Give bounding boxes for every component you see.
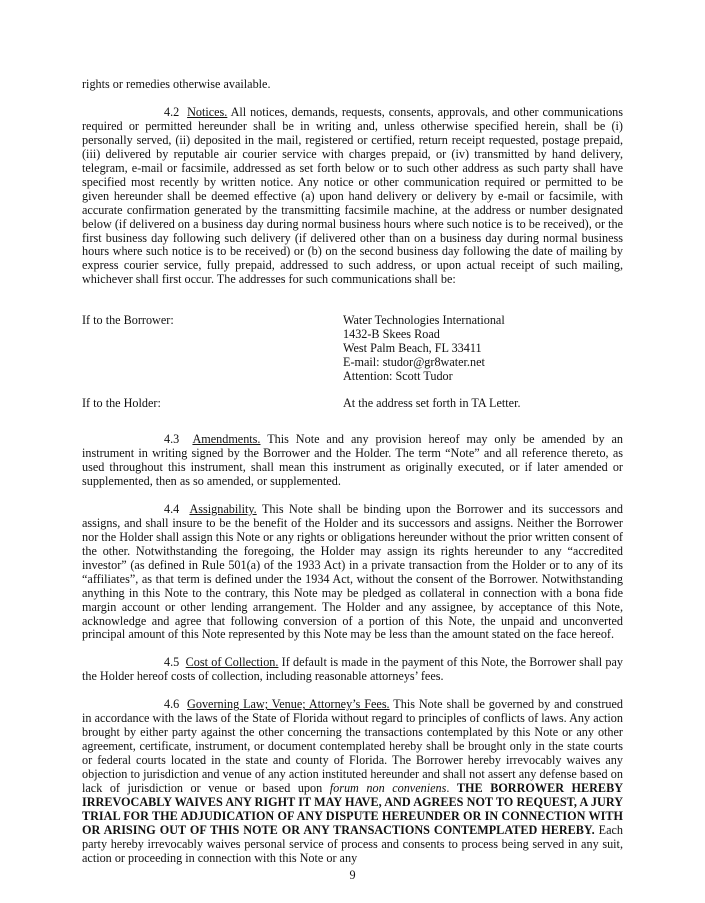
holder-row (82, 397, 623, 411)
section-number: 4.2 (164, 104, 180, 119)
section-number: 4.3 (164, 432, 180, 447)
section-body: This Note and any provision hereof may only be amended by an instrument in writing signed by the Borrower and the Holder. The term “Note” and all reference thereto, as used throughout this instrument, shall mean this instrument as originally executed, or if later amended or supplemented, then as so amended, or supplemented. (82, 432, 624, 488)
section-4-3-amendments (82, 433, 623, 489)
section-4-5-cost-of-collection (82, 656, 623, 684)
section-number: 4.4 (164, 501, 180, 516)
section-4-4-assignability (82, 503, 623, 643)
intro-fragment: rights or remedies otherwise available. (82, 77, 271, 91)
section-heading: Cost of Collection. (185, 655, 279, 670)
address-email: E-mail: studor@gr8water.net (343, 355, 485, 370)
section-body: If default is made in the payment of this Note, the Borrower shall pay the Holder hereof costs of collection, including reasonable attorneys’ fees. (82, 655, 623, 684)
jury-waiver: THE BORROWER HEREBY IRREVOCABLY WAIVES ANY RIGHT IT MAY HAVE, AND AGREES NOT TO REQUEST, A JURY TRIAL FOR THE ADJUDICATION OF ANY DISPUTE HEREUNDER OR IN CONNECTION WITH OR ARISING OUT OF THIS NOTE OR ANY TRANSACTIONS CONTEMPLATED HEREBY. (82, 781, 623, 837)
section-body: This Note shall be binding upon the Borrower and its successors and assigns, and shall insure to be the benefit of the Holder and its successors and assigns. Neither the Borrower nor the Holder shall assign this Note or any rights or obligations hereunder without the prior written consent of the other. Notwithstanding the foregoing, the Holder may assign its rights hereunder to any “accredited investor” (as defined in Rule 501(a) of the 1933 Act) in a private transaction from the Holder or to any of its “affiliates”, as that term is defined under the 1934 Act, without the consent of the Borrower. Notwithstanding anything in this Note to the contrary, this Note may be pledged as collateral in connection with a bona fide margin account or other lending arrangement. The Holder and any assignee, by acceptance of this Note, acknowledge and agree that following conversion of a portion of this Note, the unpaid and unconverted principal amount of this Note represented by this Note may be less than the amount stated on the face hereof. (82, 501, 624, 642)
address-line: 1432-B Skees Road (343, 327, 440, 342)
holder-label: If to the Holder: (82, 396, 161, 411)
page-number: 9 (349, 867, 356, 882)
section-body-continued: Each party hereby irrevocably waives personal service of process and consents to process being served in any suit, action or proceeding in connection with this Note or any (82, 822, 623, 865)
italic-term: forum non conveniens (329, 781, 447, 796)
borrower-row (82, 314, 623, 384)
section-4-6-governing-law: 4.6 Governing Law; Venue; Attorney’s Fees. This Note shall be governed by and construed in accordance with the laws of the State of Florida without regard to principles of conflicts of laws. Any action brought by either party against the other concerning the transactions contemplated by this Note or any other agreement, certificate, instrument, or document contemplated hereby shall be brought only in the state courts or federal courts located in the state and county of Florida. The Borrower hereby irrevocably waives any objection to jurisdiction and venue of any action instituted hereunder and shall not assert any defense based on lack of jurisdiction or venue or based upon forum non conveniens. THE BORROWER HEREBY IRREVOCABLY WAIVES ANY RIGHT IT MAY HAVE, AND AGREES NOT TO REQUEST, A JURY TRIAL FOR THE ADJUDICATION OF ANY DISPUTE HEREUNDER OR IN CONNECTION WITH OR ARISING OUT OF THIS NOTE OR ANY TRANSACTIONS CONTEMPLATED HEREBY. Each party hereby irrevocably waives personal service of process and consents to process being served in any suit, action or proceeding in connection with this Note or any (82, 697, 624, 865)
section-body: This Note shall be governed by and construed in accordance with the laws of the State of Florida without regard to principles of conflicts of laws. Any action brought by either party against the other concerning the transactions contemplated by this Note or any other agreement, certificate, instrument, or document contemplated hereby shall be brought only in the state courts or federal courts located in the state and county of Florida. The Borrower hereby irrevocably waives any objection to jurisdiction and venue of any action instituted hereunder and shall not assert any defense based on lack of jurisdiction or venue or based upon (82, 697, 624, 796)
section-number: 4.6 (164, 697, 180, 712)
borrower-address (343, 314, 623, 384)
section-heading: Amendments. (192, 432, 261, 447)
section-heading: Notices. (187, 104, 228, 119)
address-line: Water Technologies International (343, 313, 505, 328)
address-line: West Palm Beach, FL 33411 (343, 341, 482, 356)
section-number: 4.5 (164, 655, 180, 670)
holder-address: At the address set forth in TA Letter. (343, 396, 521, 411)
section-body: All notices, demands, requests, consents, approvals, and other communications required or permitted hereunder shall be in writing and, unless otherwise specified herein, shall be (i) personally served, (ii) deposited in the mail, registered or certified, return receipt requested, postage prepaid, (iii) delivered by reputable air courier service with charges prepaid, or (iv) transmitted by hand delivery, telegram, e-mail or facsimile, addressed as set forth below or to such other address as such party shall have specified most recently by written notice. Any notice or other communication required or permitted to be given hereunder shall be deemed effective (a) upon hand delivery or delivery by e-mail or facsimile, with accurate confirmation generated by the transmitting facsimile machine, at the address or number designated below (if delivered on a business day during normal business hours where such notice is to be received), or the first business day following such delivery (if delivered other than on a business day during normal business hours where such notice is to be received) or (b) on the second business day following the date of mailing by express courier service, fully prepaid, addressed to such address, or upon actual receipt of such mailing, whichever shall first occur. The addresses for such communications shall be: (82, 104, 624, 287)
section-4-2-notices (82, 106, 623, 287)
section-heading: Governing Law; Venue; Attorney’s Fees. (187, 697, 390, 712)
section-heading: Assignability. (189, 501, 257, 516)
borrower-label: If to the Borrower: (82, 313, 174, 328)
address-attention: Attention: Scott Tudor (343, 369, 453, 384)
